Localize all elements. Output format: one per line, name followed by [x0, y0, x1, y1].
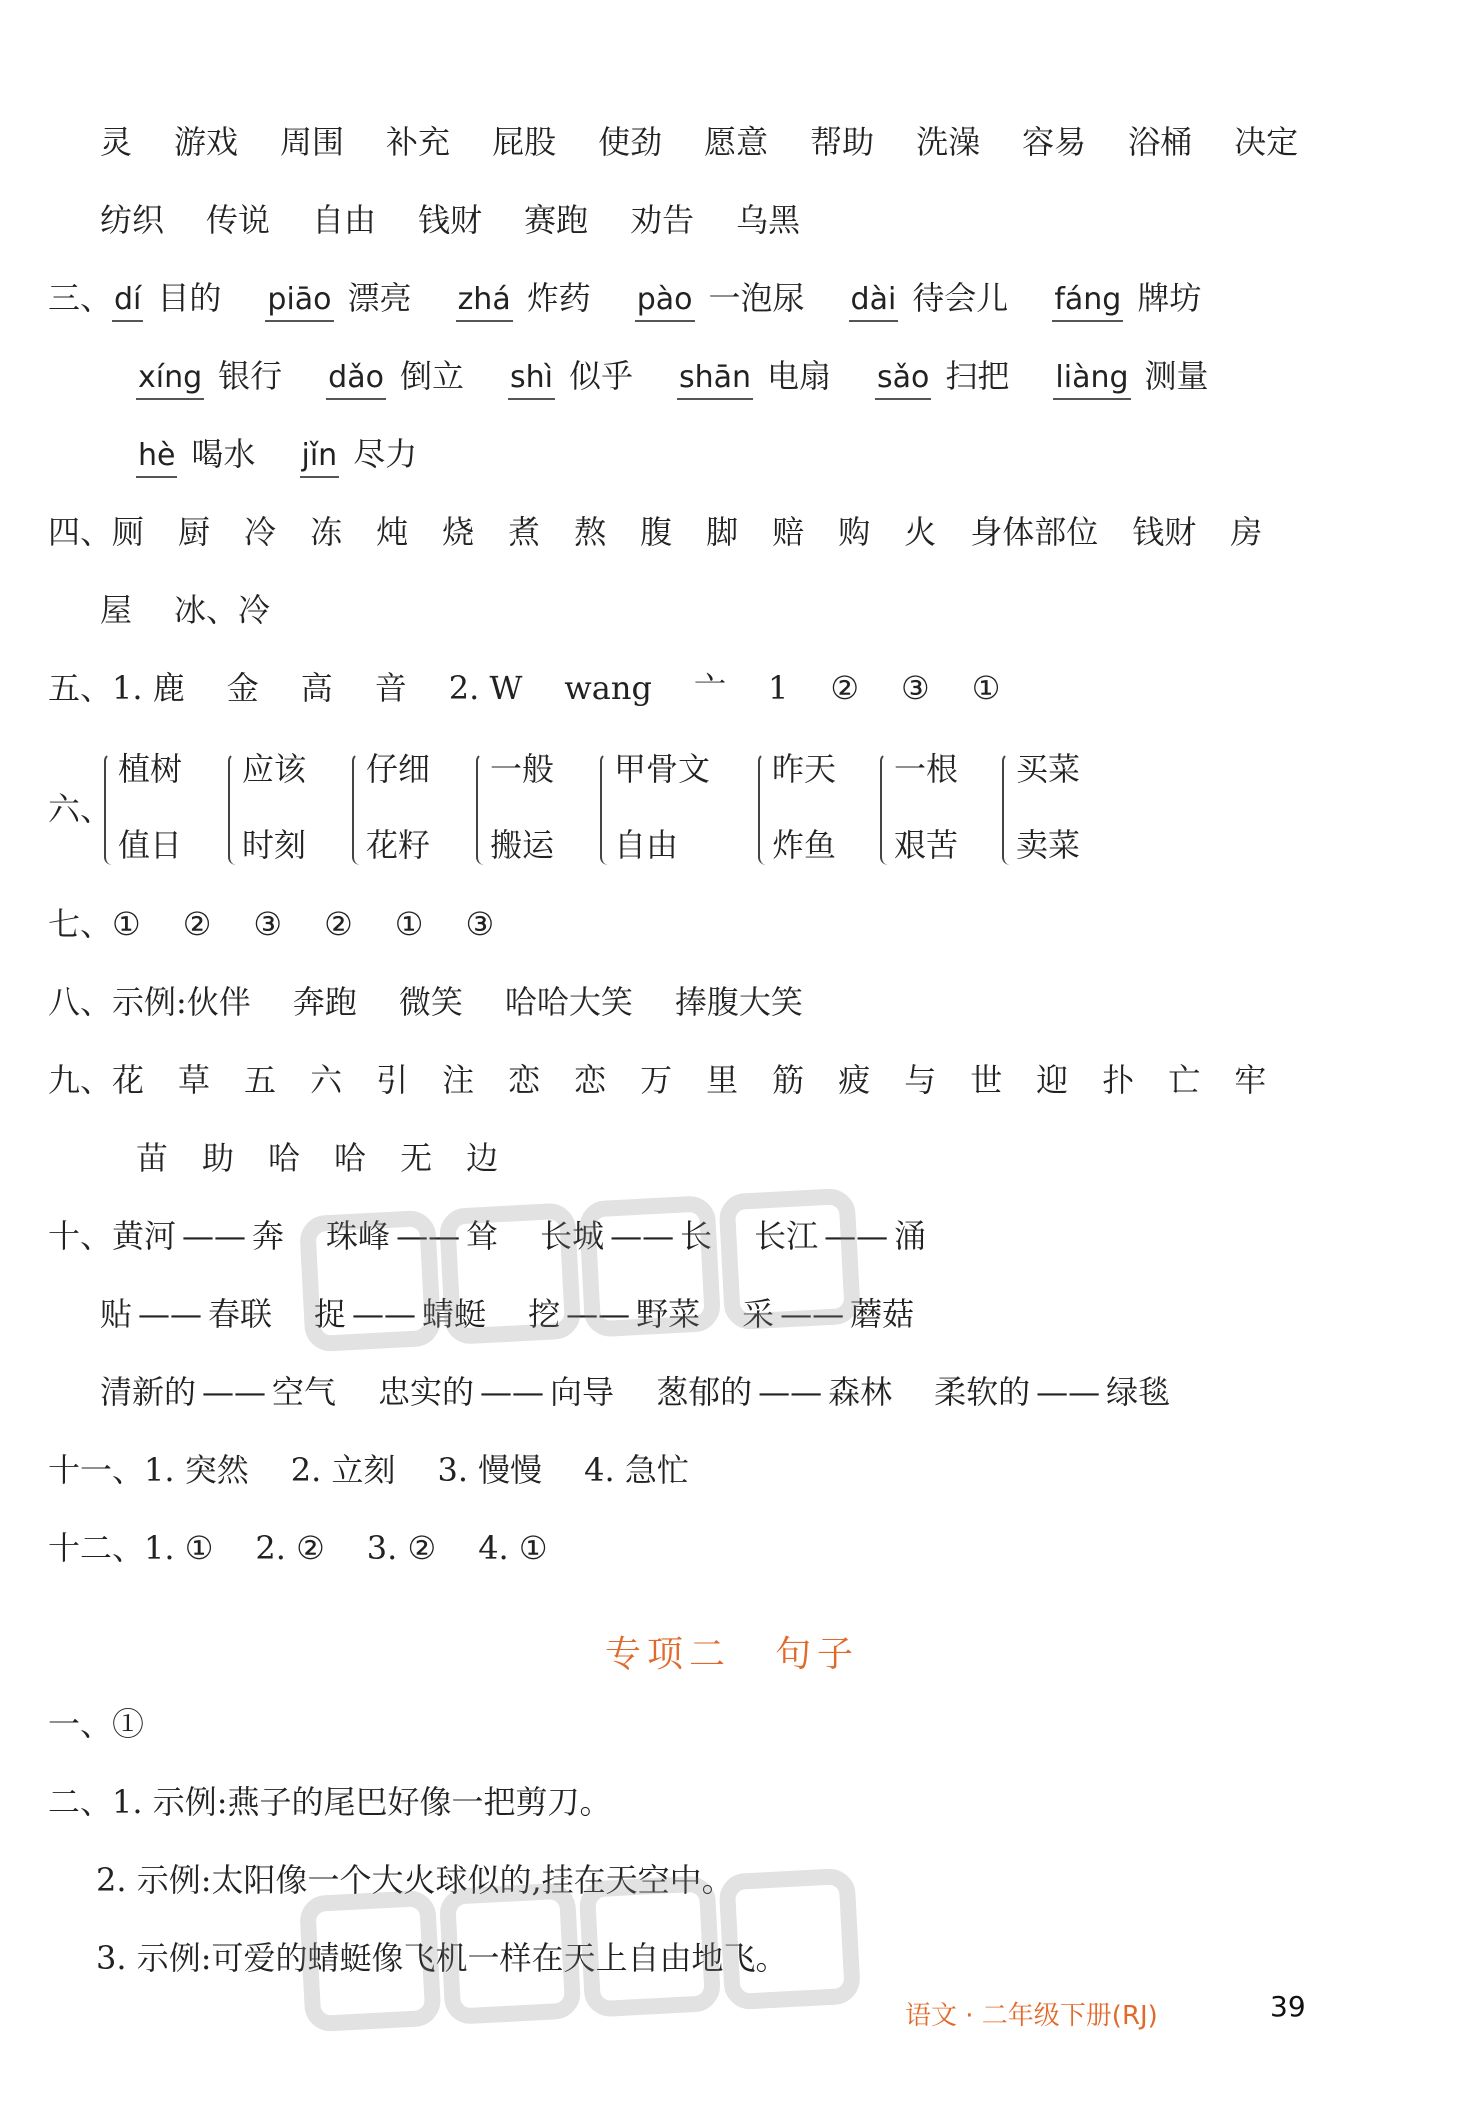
word: 赔	[772, 513, 805, 551]
word: 厨	[178, 513, 211, 551]
pinyin: xíng	[136, 358, 204, 400]
section-label: 三、	[48, 279, 113, 317]
answer: 1. 示例:燕子的尾巴好像一把剪刀。	[112, 1783, 612, 1821]
word: 待会儿	[912, 279, 1009, 317]
word: 钱财	[418, 201, 483, 239]
answer: ①	[394, 905, 424, 943]
char: 里	[706, 1061, 739, 1099]
word: 植树	[118, 750, 183, 788]
char: 与	[904, 1061, 937, 1099]
word: 测量	[1144, 357, 1209, 395]
char: 亡	[1168, 1061, 1201, 1099]
word: 奔	[252, 1217, 285, 1255]
section-9-row-1	[48, 1056, 1300, 1104]
word: 电扇	[767, 357, 832, 395]
word: 烧	[442, 513, 475, 551]
word: 容易	[1022, 123, 1087, 161]
word-pair	[352, 745, 462, 875]
word: 贴	[100, 1295, 133, 1333]
word: 劝告	[630, 201, 695, 239]
word: 一般	[490, 750, 555, 788]
dash: ——	[824, 1217, 889, 1255]
dash: ——	[610, 1217, 675, 1255]
word: 耸	[466, 1217, 499, 1255]
word: 柔软的	[934, 1373, 1031, 1411]
answer: 音	[374, 669, 407, 707]
word: 洗澡	[916, 123, 981, 161]
section-heading	[0, 1626, 1464, 1677]
brace	[758, 753, 770, 865]
word-pair	[600, 745, 750, 875]
section-label: 十一、	[48, 1451, 145, 1489]
word: 冻	[310, 513, 343, 551]
char: 牢	[1234, 1061, 1267, 1099]
answer: 金	[226, 669, 259, 707]
char: 筋	[772, 1061, 805, 1099]
answer: ①	[971, 669, 1001, 707]
char: 助	[202, 1139, 235, 1177]
word: 向导	[550, 1373, 615, 1411]
char: 五	[244, 1061, 277, 1099]
char: 草	[178, 1061, 211, 1099]
brace	[880, 753, 892, 865]
word-pair	[104, 745, 214, 875]
dash: ——	[202, 1373, 267, 1411]
word: 愿意	[704, 123, 769, 161]
section-12	[48, 1524, 590, 1572]
section-label: 四、	[48, 513, 113, 551]
char: 恋	[508, 1061, 541, 1099]
page-number: 39	[1270, 1990, 1306, 2023]
sentence-q2-3	[96, 1934, 788, 1982]
brace	[104, 753, 116, 865]
section-label: 六、	[48, 790, 113, 828]
word: 野菜	[636, 1295, 701, 1333]
answer: ①	[112, 905, 141, 943]
answer: 1. ①	[144, 1529, 214, 1567]
word: 值日	[118, 826, 183, 864]
section-4-row-2	[100, 586, 312, 634]
word-pair	[476, 745, 586, 875]
section-7	[48, 900, 536, 948]
word: 挖	[528, 1295, 561, 1333]
answer: 3. ②	[366, 1529, 437, 1567]
section-10-row-3	[100, 1368, 1212, 1416]
word: 喝水	[191, 435, 256, 473]
match-pair	[540, 1212, 712, 1260]
char: 迎	[1036, 1061, 1069, 1099]
answer: 1. 鹿	[112, 669, 185, 707]
word: 捉	[314, 1295, 347, 1333]
word: 葱郁的	[656, 1373, 753, 1411]
dash: ——	[758, 1373, 823, 1411]
word: 一根	[894, 750, 959, 788]
section-label: 一、	[48, 1705, 113, 1743]
word: 漂亮	[347, 279, 412, 317]
char: 引	[376, 1061, 409, 1099]
pinyin: zhá	[456, 280, 513, 322]
word: 厕	[112, 513, 145, 551]
section-3-row-3	[136, 430, 461, 478]
dash: ——	[480, 1373, 545, 1411]
word: 冰、冷	[174, 591, 271, 629]
answer: ③	[253, 905, 283, 943]
word: 蘑菇	[850, 1295, 915, 1333]
word: 炖	[376, 513, 409, 551]
brace	[228, 753, 240, 865]
char: 扑	[1102, 1061, 1135, 1099]
word: 牌坊	[1137, 279, 1202, 317]
word: 购	[838, 513, 871, 551]
brace	[600, 753, 612, 865]
word: 倒立	[399, 357, 464, 395]
brace	[476, 753, 488, 865]
answer: ②	[182, 905, 212, 943]
sentence-q2-1	[48, 1778, 612, 1826]
answer: ①	[112, 1705, 145, 1743]
dash: ——	[352, 1295, 417, 1333]
char: 花	[112, 1061, 145, 1099]
brace	[1002, 753, 1014, 865]
word: 决定	[1234, 123, 1299, 161]
dash: ——	[182, 1217, 247, 1255]
word: 时刻	[242, 826, 307, 864]
section-11	[48, 1446, 731, 1494]
word-pair	[758, 745, 868, 875]
word: 银行	[218, 357, 283, 395]
word-pair	[1002, 745, 1112, 875]
word: 身体部位	[970, 513, 1099, 551]
dash: ——	[396, 1217, 461, 1255]
word: 炸鱼	[772, 826, 837, 864]
word: 钱财	[1132, 513, 1197, 551]
section-8	[48, 978, 845, 1026]
word: 似乎	[568, 357, 633, 395]
word: 补充	[386, 123, 451, 161]
word-pair	[880, 745, 990, 875]
pinyin: sǎo	[875, 358, 931, 400]
section-label: 二、	[48, 1783, 113, 1821]
char: 万	[640, 1061, 673, 1099]
footer-subject: 语文 · 二年级下册(RJ)	[905, 2001, 1158, 2031]
watermark	[296, 1165, 865, 1374]
match-pair	[656, 1368, 892, 1416]
vocab-line-1	[100, 118, 1340, 166]
word: 清新的	[100, 1373, 197, 1411]
word: 自由	[312, 201, 377, 239]
char: 无	[400, 1139, 433, 1177]
section-4-row-1	[48, 508, 1296, 556]
word: 艰苦	[894, 826, 959, 864]
word: 使劲	[598, 123, 663, 161]
word: 长	[680, 1217, 713, 1255]
sentence-q1	[48, 1700, 144, 1748]
word: 绿毯	[1106, 1373, 1171, 1411]
word: 传说	[206, 201, 271, 239]
word: 花籽	[366, 826, 431, 864]
answer: ②	[324, 905, 353, 943]
word: 房	[1230, 513, 1263, 551]
section-3-row-2	[136, 352, 1253, 400]
word: 春联	[208, 1295, 273, 1333]
word: 屁股	[492, 123, 557, 161]
word: 一泡尿	[708, 279, 805, 317]
word: 扫把	[945, 357, 1010, 395]
word: 熬	[574, 513, 607, 551]
vocab-line-2	[100, 196, 842, 244]
word: 涌	[894, 1217, 927, 1255]
pinyin: piāo	[265, 280, 333, 322]
char: 哈	[268, 1139, 301, 1177]
word: 甲骨文	[614, 750, 711, 788]
word: 赛跑	[524, 201, 589, 239]
match-pair	[742, 1290, 914, 1338]
section-label: 十二、	[48, 1529, 145, 1567]
char: 边	[466, 1139, 499, 1177]
char: 世	[970, 1061, 1003, 1099]
word: 火	[904, 513, 937, 551]
answer: 2. 示例:太阳像一个大火球似的,挂在天空中。	[96, 1861, 734, 1899]
pinyin: shì	[508, 358, 555, 400]
word: 卖菜	[1016, 826, 1081, 864]
section-5	[48, 664, 1042, 712]
match-pair	[112, 1212, 284, 1260]
word: 买菜	[1016, 750, 1081, 788]
answer: 3. 示例:可爱的蜻蜓像飞机一样在天上自由地飞。	[96, 1939, 788, 1977]
word: 采	[742, 1295, 775, 1333]
pinyin: shān	[677, 358, 753, 400]
section-9-row-2	[136, 1134, 532, 1182]
pinyin: dǎo	[326, 358, 386, 400]
word: 纺织	[100, 201, 165, 239]
word: 游戏	[174, 123, 239, 161]
answer: 微笑	[398, 983, 463, 1021]
answer: wang	[564, 669, 652, 707]
pinyin: dí	[112, 280, 143, 322]
match-pair	[100, 1290, 272, 1338]
char: 苗	[136, 1139, 169, 1177]
match-pair	[314, 1290, 486, 1338]
word: 尽力	[353, 435, 418, 473]
section-heading-part: 句子	[775, 1634, 860, 1675]
match-pair	[754, 1212, 926, 1260]
answer: 示例:伙伴	[112, 983, 251, 1021]
brace	[352, 753, 364, 865]
word: 冷	[244, 513, 277, 551]
answer: ③	[901, 669, 930, 707]
match-pair	[378, 1368, 614, 1416]
answer: 奔跑	[292, 983, 357, 1021]
word: 目的	[157, 279, 222, 317]
word: 长江	[754, 1217, 819, 1255]
word: 蜻蜓	[422, 1295, 487, 1333]
pinyin: pào	[635, 280, 695, 322]
word: 空气	[272, 1373, 337, 1411]
section-10-row-2	[100, 1290, 956, 1338]
word: 珠峰	[326, 1217, 391, 1255]
pinyin: fáng	[1052, 280, 1123, 322]
word: 炸药	[526, 279, 591, 317]
word: 周围	[280, 123, 345, 161]
answer: 3. 慢慢	[437, 1451, 543, 1489]
char: 注	[442, 1061, 475, 1099]
section-label: 十、	[48, 1217, 113, 1255]
answer: ③	[465, 905, 495, 943]
answer: 1. 突然	[144, 1451, 249, 1489]
answer: ②	[830, 669, 859, 707]
answer: 亠	[693, 669, 726, 707]
pinyin: hè	[136, 436, 177, 478]
word: 昨天	[772, 750, 837, 788]
word: 帮助	[810, 123, 875, 161]
word: 浴桶	[1128, 123, 1193, 161]
word: 煮	[508, 513, 541, 551]
answer: 高	[300, 669, 333, 707]
word: 屋	[100, 591, 133, 629]
dash: ——	[1036, 1373, 1101, 1411]
sentence-q2-2	[96, 1856, 734, 1904]
word: 灵	[100, 123, 133, 161]
section-label: 八、	[48, 983, 113, 1021]
answer: 哈哈大笑	[504, 983, 633, 1021]
section-label: 七、	[48, 905, 113, 943]
word: 忠实的	[378, 1373, 475, 1411]
match-pair	[326, 1212, 498, 1260]
word-pair	[228, 745, 338, 875]
word: 黄河	[112, 1217, 177, 1255]
word: 搬运	[490, 826, 555, 864]
answer: 1	[767, 669, 789, 707]
dash: ——	[780, 1295, 845, 1333]
section-label: 五、	[48, 669, 113, 707]
pinyin: jǐn	[300, 436, 340, 478]
match-pair	[934, 1368, 1170, 1416]
char: 恋	[574, 1061, 607, 1099]
char: 六	[310, 1061, 343, 1099]
word: 应该	[242, 750, 307, 788]
word: 仔细	[366, 750, 431, 788]
section-label: 九、	[48, 1061, 113, 1099]
section-3-row-1	[48, 274, 1245, 322]
word: 脚	[706, 513, 739, 551]
char: 哈	[334, 1139, 367, 1177]
section-10-row-1	[48, 1212, 968, 1260]
answer: 2. ②	[255, 1529, 325, 1567]
answer: 4. ①	[478, 1529, 548, 1567]
answer: 2. W	[448, 669, 523, 707]
answer: 4. 急忙	[584, 1451, 689, 1489]
dash: ——	[566, 1295, 631, 1333]
match-pair	[528, 1290, 700, 1338]
pinyin: liàng	[1053, 358, 1130, 400]
word: 乌黑	[736, 201, 801, 239]
char: 疲	[838, 1061, 871, 1099]
pinyin: dài	[849, 280, 899, 322]
word: 长城	[540, 1217, 605, 1255]
section-heading-part: 专项二	[604, 1634, 731, 1675]
answer: 捧腹大笑	[674, 983, 803, 1021]
word: 森林	[828, 1373, 893, 1411]
word: 腹	[640, 513, 673, 551]
dash: ——	[138, 1295, 203, 1333]
match-pair	[100, 1368, 336, 1416]
word: 自由	[614, 826, 679, 864]
answer: 2. 立刻	[290, 1451, 396, 1489]
